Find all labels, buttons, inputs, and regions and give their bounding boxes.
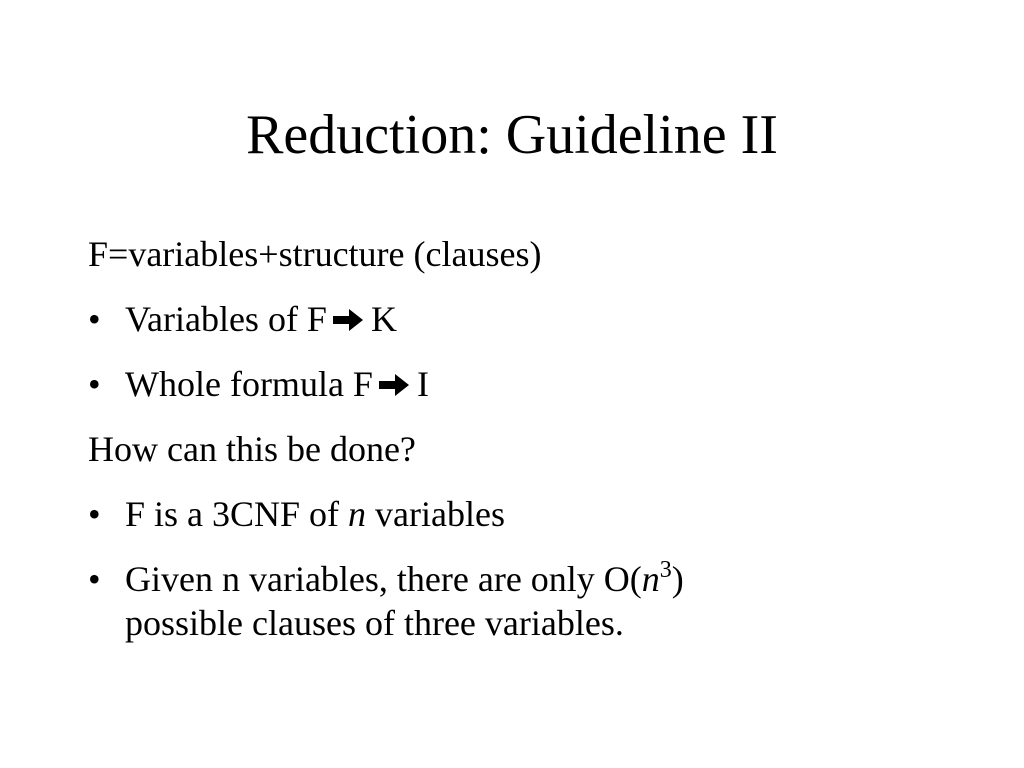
bullet-text-before: Variables of F [125,299,327,339]
bullet-dot: • [88,364,101,404]
bullet-text-after: I [416,364,429,404]
superscript-3: 3 [659,557,672,583]
bullet-line-1 [125,557,968,601]
italic-n: n [641,559,660,599]
bullet-text-after: ) [671,559,684,599]
bullet-dot: • [88,299,101,339]
bullet-dot: • [88,559,101,599]
right-arrow-icon [379,372,409,398]
bullet-line-2: possible clauses of three variables. [125,603,624,643]
bullet-dot: • [88,494,101,534]
text-line-question: How can this be done? [88,429,416,469]
italic-n: n [348,494,367,534]
bullet-clauses [88,557,968,645]
bullet-text-before: F is a 3CNF of [125,494,349,534]
bullet-text-before: Whole formula F [125,364,373,404]
bullet-variables [88,297,968,341]
bullet-whole-formula [88,362,968,406]
bullet-text-after: K [370,299,397,339]
bullet-text-after: variables [366,494,505,534]
bullet-3cnf [88,492,968,536]
bullet-text-before: Given n variables, there are only O( [125,559,642,599]
right-arrow-icon [333,307,363,333]
slide-body [88,232,968,666]
text-line-definition: F=variables+structure (clauses) [88,234,542,274]
slide-title: Reduction: Guideline II [246,104,778,166]
